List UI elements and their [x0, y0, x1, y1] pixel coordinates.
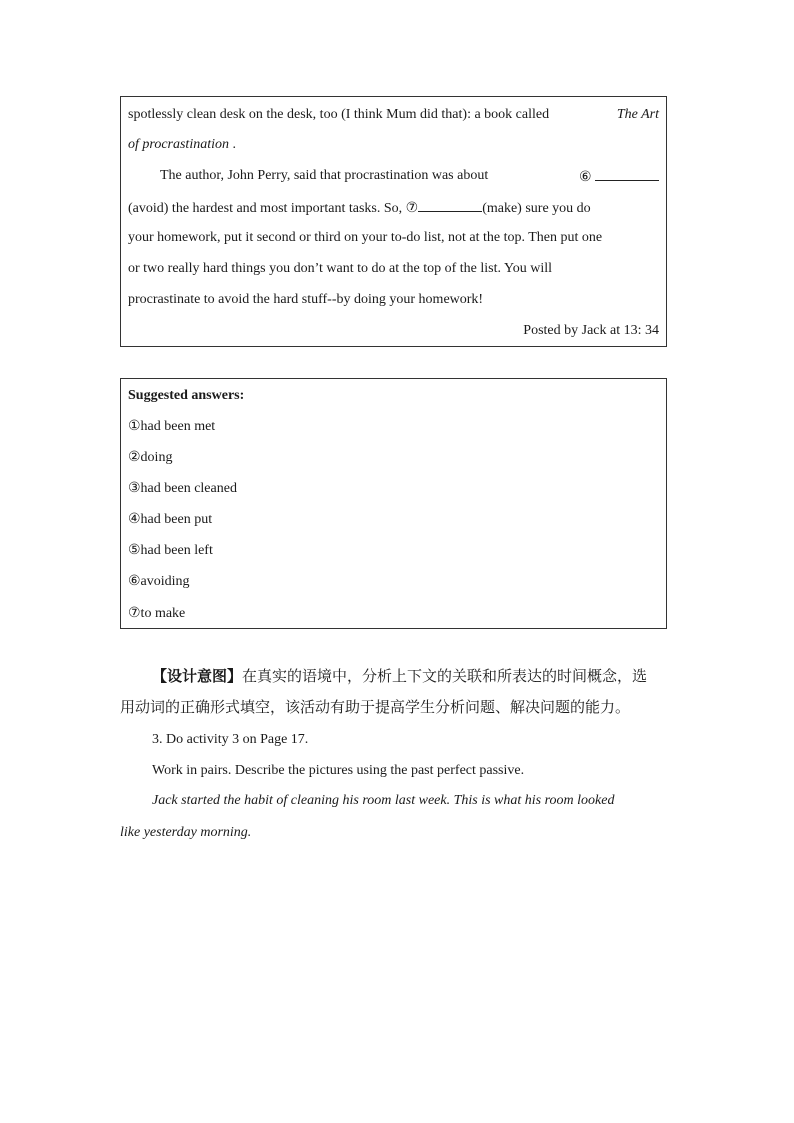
blog-line-3	[128, 166, 659, 188]
activity-instruction: Work in pairs. Describe the pictures using the past perfect passive.	[152, 763, 525, 778]
blog-line-7: procrastinate to avoid the hard stuff--by doing your homework!	[128, 292, 484, 307]
answer-item: ③had been cleaned	[128, 481, 237, 496]
blank-7-field[interactable]	[418, 197, 482, 212]
answer-item: ⑦to make	[128, 606, 186, 621]
example-sentence-line-2: like yesterday morning.	[120, 825, 252, 840]
blank-7-number: ⑦	[405, 200, 419, 216]
blog-line-4-text-a: (avoid) the hardest and most important tasks. So,	[128, 201, 403, 216]
design-intent-text-1: 在真实的语境中，分析上下文的关联和所表达的时间概念，选	[242, 667, 648, 685]
example-sentence-line-1: Jack started the habit of cleaning his room last week. This is what his room looked	[152, 793, 615, 808]
blank-6-field[interactable]	[595, 166, 659, 181]
blog-line-2	[128, 135, 659, 155]
answer-item: ⑤had been left	[128, 543, 213, 558]
period: .	[232, 137, 236, 152]
answers-heading: Suggested answers:	[128, 388, 245, 403]
answer-item: ①had been met	[128, 419, 216, 434]
blank-6-number: ⑥	[578, 169, 592, 185]
blog-line-3-text: The author, John Perry, said that procrastination was about	[160, 168, 489, 183]
blog-line-5: your homework, put it second or third on your to-do list, not at the top. Then put one	[128, 230, 603, 245]
suggested-answers-box	[120, 378, 667, 629]
blog-line-1-text: spotlessly clean desk on the desk, too (I think Mum did that): a book called	[128, 107, 550, 122]
design-intent-line-1	[120, 666, 676, 686]
blog-excerpt-box	[120, 96, 667, 347]
design-intent-label: 【设计意图】	[152, 667, 243, 685]
answer-item: ②doing	[128, 450, 173, 465]
posted-by: Posted by Jack at 13: 34	[523, 323, 659, 338]
design-intent-line-2: 用动词的正确形式填空，该活动有助于提高学生分析问题、解决问题的能力。	[120, 698, 631, 716]
book-title-part-2: of procrastination	[128, 137, 229, 152]
answer-item: ④had been put	[128, 512, 213, 527]
book-title-part-1: The Art	[616, 107, 659, 122]
blog-line-6: or two really hard things you don’t want to do at the top of the list. You will	[128, 261, 552, 276]
blog-line-1	[128, 105, 659, 125]
answer-item: ⑥avoiding	[128, 574, 190, 589]
activity-step: 3. Do activity 3 on Page 17.	[152, 732, 309, 747]
blog-line-4	[128, 197, 659, 219]
blog-line-4-text-b: (make) sure you do	[482, 201, 591, 216]
